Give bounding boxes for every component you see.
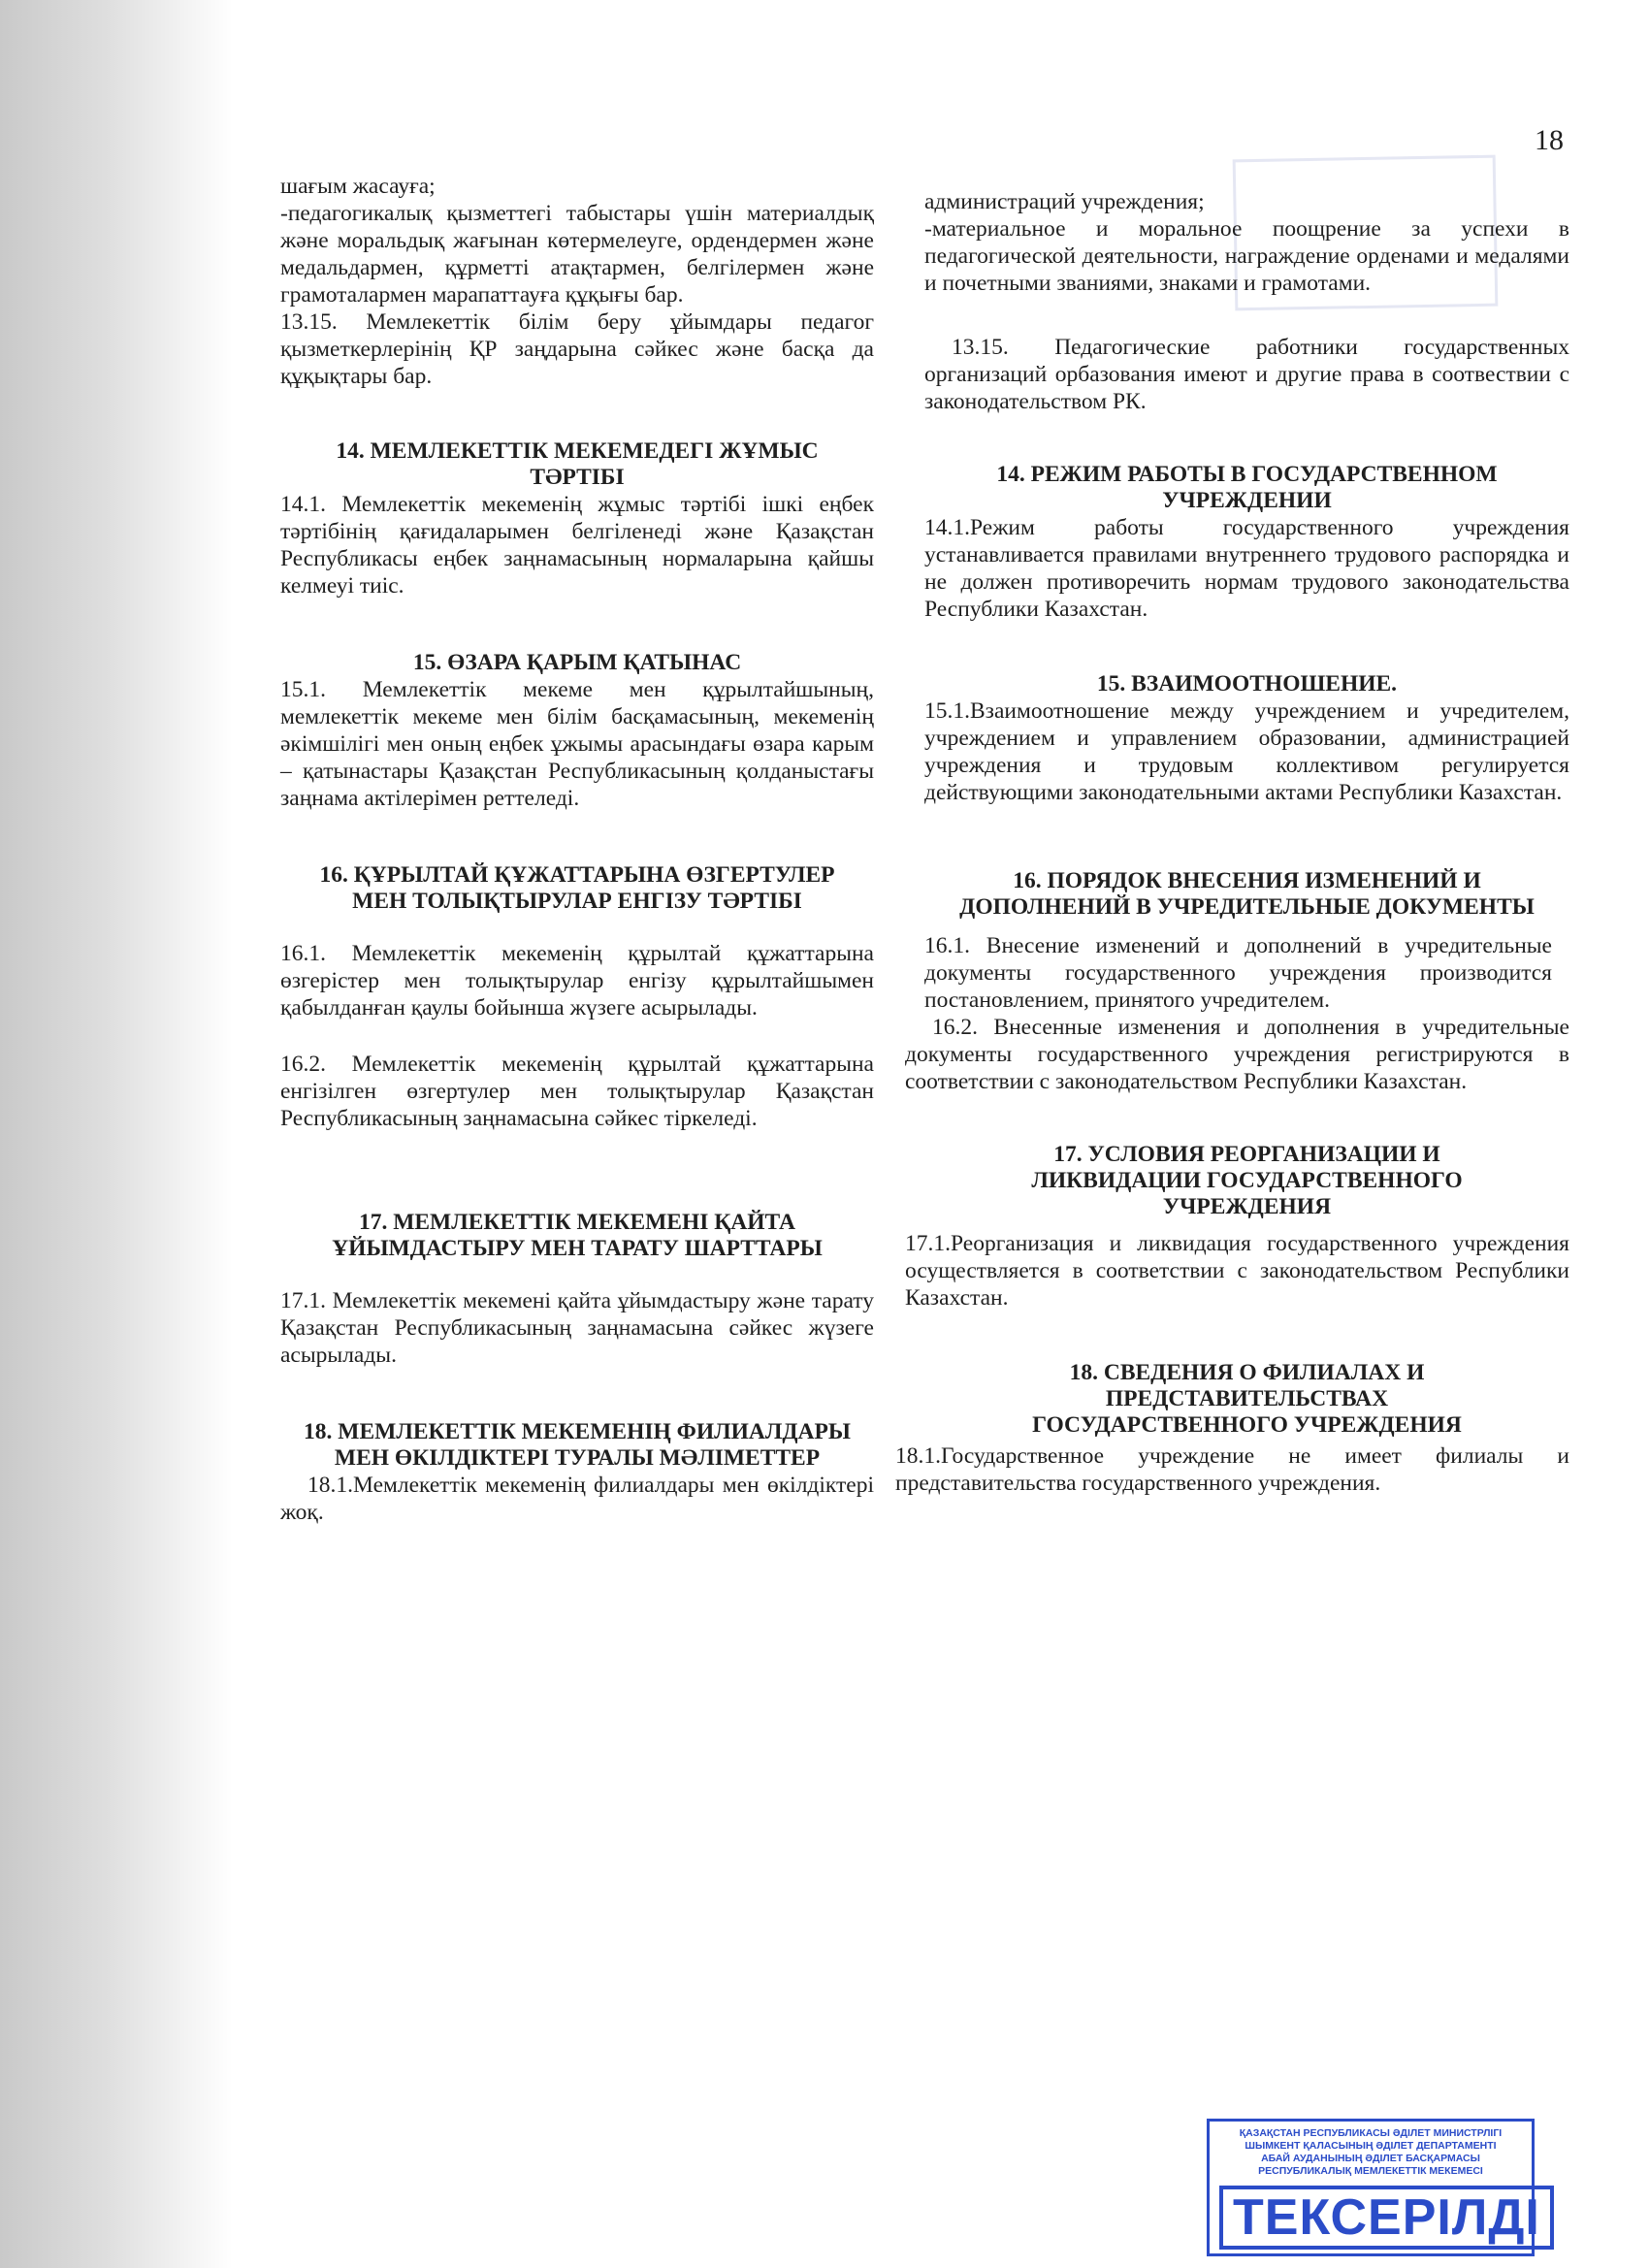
page-number: 18	[1535, 124, 1564, 156]
left-paragraph: 14.1. Мемлекеттік мекеменің жұмыс тәртібі ішкі еңбек тәртібінің қағидаларымен белгіленеді және Қазақстан Республикасы еңбек заңнамасының нормаларына қайшы келмеуі тиіс.	[280, 492, 874, 599]
russian-column	[895, 188, 1569, 1497]
scan-shadow	[0, 0, 233, 2268]
left-paragraph: шағым жасауға;	[280, 174, 436, 199]
stamp-line: ҚАЗАҚСТАН РЕСПУБЛИКАСЫ ӘДІЛЕТ МИНИСТРЛІГІ	[1239, 2127, 1503, 2139]
right-paragraph: -материальное и моральное поощрение за успехи в педагогической деятельности, награждение орденами и медалями и почетными званиями, знаками и грамотами.	[924, 216, 1569, 296]
left-paragraph: 13.15. Мемлекеттік білім беру ұйымдары педагог қызметкерлерінің ҚР заңдарына сәйкес және басқа да құқықтары бар.	[280, 309, 874, 389]
right-paragraph: 18.1.Государственное учреждение не имеет филиалы и представительства государственного учреждения.	[895, 1443, 1569, 1496]
left-paragraph: 16.1. Мемлекеттік мекеменің құрылтай құжаттарына өзгерістер мен толықтырулар енгізу құрылтайшымен қабылданған қаулы бойынша жүзеге асырылады.	[280, 941, 874, 1021]
right-paragraph: 17.1.Реорганизация и ликвидация государственного учреждения осуществляется в соответствии с законодательством Республики Казахстан.	[905, 1231, 1569, 1311]
section-heading-14: 14. РЕЖИМ РАБОТЫ В ГОСУДАРСТВЕННОМ УЧРЕЖДЕНИИ	[996, 462, 1498, 513]
right-paragraph: 13.15. Педагогические работники государственных организаций орбазования имеют и другие права в соотвествии с законодательством РК.	[924, 335, 1569, 414]
section-heading-14: 14. МЕМЛЕКЕТТІК МЕКЕМЕДЕГІ ЖҰМЫС ТӘРТІБІ	[336, 438, 819, 490]
stamp-lines	[1219, 2127, 1522, 2178]
section-heading-16: 16. ПОРЯДОК ВНЕСЕНИЯ ИЗМЕНЕНИЙ И ДОПОЛНЕНИЙ В УЧРЕДИТЕЛЬНЫЕ ДОКУМЕНТЫ	[959, 868, 1535, 920]
section-heading-17: 17. МЕМЛЕКЕТТІК МЕКЕМЕНІ ҚАЙТА ҰЙЫМДАСТЫРУ МЕН ТАРАТУ ШАРТТАРЫ	[332, 1210, 823, 1261]
left-paragraph: 15.1. Мемлекеттік мекеме мен құрылтайшының, мемлекеттік мекеме мен білім басқамасының, мекеменің әкімшілігі мен оның еңбек ұжымы арасындағы өзара карым – қатынастары Қазақстан Республикасының қолданыстағы заңнама актілерімен реттеледі.	[280, 677, 874, 811]
stamp-word: ТЕКСЕРІЛДІ	[1219, 2186, 1554, 2250]
right-paragraph: 16.2. Внесенные изменения и дополнения в учредительные документы государственного учреждения регистрируются в соответствии с законодательством Республики Казахстан.	[905, 1015, 1569, 1094]
section-heading-18: 18. СВЕДЕНИЯ О ФИЛИАЛАХ И ПРЕДСТАВИТЕЛЬСТВАХ ГОСУДАРСТВЕННОГО УЧРЕЖДЕНИЯ	[1032, 1360, 1462, 1438]
section-heading-16: 16. ҚҰРЫЛТАЙ ҚҰЖАТТАРЫНА ӨЗГЕРТУЛЕР МЕН ТОЛЫҚТЫРУЛАР ЕНГІЗУ ТӘРТІБІ	[319, 862, 835, 914]
stamp-line: РЕСПУБЛИКАЛЫҚ МЕМЛЕКЕТТІК МЕКЕМЕСІ	[1258, 2165, 1483, 2177]
stamp-line: ШЫМКЕНТ ҚАЛАСЫНЫҢ ӘДІЛЕТ ДЕПАРТАМЕНТІ	[1245, 2140, 1497, 2152]
section-heading-15: 15. ВЗАИМООТНОШЕНИЕ.	[1096, 671, 1398, 697]
right-paragraph: 16.1. Внесение изменений и дополнений в учредительные документы государственного учреждения производится постановлением, принятого учредителем.	[924, 933, 1552, 1013]
left-paragraph: 16.2. Мемлекеттік мекеменің құрылтай құжаттарына енгізілген өзгертулер мен толықтырулар Қазақстан Республикасының заңнамасына сәйкес тіркеледі.	[280, 1052, 874, 1131]
section-heading-17: 17. УСЛОВИЯ РЕОРГАНИЗАЦИИ И ЛИКВИДАЦИИ ГОСУДАРСТВЕННОГО УЧРЕЖДЕНИЯ	[1031, 1142, 1463, 1219]
right-paragraph: 15.1.Взаимоотношение между учреждением и учредителем, учреждением и управлением образовании, администрацией учреждения и трудовым коллективом регулируется действующими законодательными актами Республики Казахстан.	[924, 698, 1569, 805]
right-paragraph: администраций учреждения;	[924, 189, 1205, 214]
right-paragraph: 14.1.Режим работы государственного учреждения устанавливается правилами внутреннего трудового распорядка и не должен противоречить нормам трудового законодательства Республики Казахстан.	[924, 515, 1569, 622]
section-heading-18: 18. МЕМЛЕКЕТТІК МЕКЕМЕНІҢ ФИЛИАЛДАРЫ МЕН ӨКІЛДІКТЕРІ ТУРАЛЫ МӘЛІМЕТТЕР	[304, 1419, 851, 1471]
left-paragraph: 18.1.Мемлекеттік мекеменің филиалдары мен өкілдіктері жоқ.	[280, 1473, 874, 1525]
left-paragraph: 17.1. Мемлекеттік мекемені қайта ұйымдастыру және тарату Қазақстан Республикасының заңнамасына сәйкес жүзеге асырылады.	[280, 1288, 874, 1368]
stamp-line: АБАЙ АУДАНЫНЫҢ ӘДІЛЕТ БАСҚАРМАСЫ	[1261, 2153, 1480, 2164]
left-paragraph: -педагогикалық қызметтегі табыстары үшін материалдық және моральдық жағынан көтермелеуге, ордендермен және медальдармен, құрметті атақтармен, белгілермен және грамоталармен марапаттауға құқығы бар.	[280, 201, 874, 308]
section-heading-15: 15. ӨЗАРА ҚАРЫМ ҚАТЫНАС	[412, 650, 742, 675]
verification-stamp	[1207, 2119, 1540, 2256]
kazakh-column	[280, 173, 874, 1526]
